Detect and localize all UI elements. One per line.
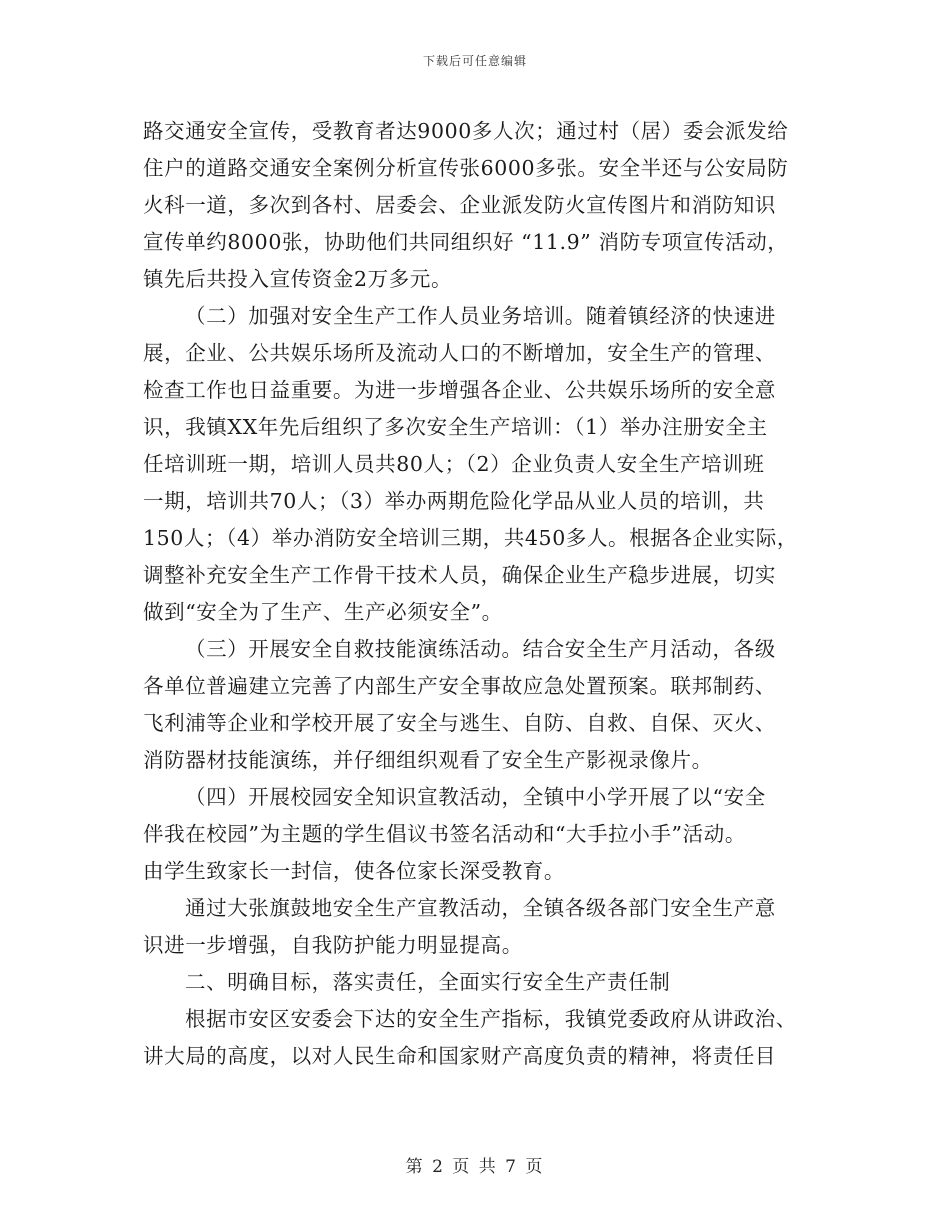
text-line: 识进一步增强，自我防护能力明显提高。: [143, 933, 523, 957]
text-line: 150人；（4）举办消防安全培训三期，共450多人。根据各企业实际，: [143, 526, 798, 550]
text-line: 调整补充安全生产工作骨干技术人员，确保企业生产稳步进展，切实: [143, 563, 776, 587]
text-line: （三）开展安全自救技能演练活动。结合安全生产月活动，各级: [185, 637, 776, 661]
text-line: 宣传单约8000张，协助他们共同组织好 “11.9” 消防专项宣传活动，: [143, 230, 789, 254]
text-line: 飞利浦等企业和学校开展了安全与逃生、自防、自救、自保、灭火、: [143, 711, 776, 735]
text-line: 消防器材技能演练，并仔细组织观看了安全生产影视录像片。: [143, 748, 713, 772]
text-line: 伴我在校园”为主题的学生倡议书签名活动和“大手拉小手”活动。: [143, 822, 746, 846]
text-line: （四）开展校园安全知识宣教活动，全镇中小学开展了以“安全: [185, 785, 766, 809]
page-footer: 第 2 页 共 7 页: [405, 1157, 545, 1177]
text-line: 讲大局的高度，以对人民生命和国家财产高度负责的精神，将责任目: [143, 1044, 776, 1068]
text-line: 展，企业、公共娱乐场所及流动人口的不断增加，安全生产的管理、: [143, 341, 776, 365]
text-line: （二）加强对安全生产工作人员业务培训。随着镇经济的快速进: [185, 304, 776, 328]
text-line: 路交通安全宣传，受教育者达9000多人次；通过村（居）委会派发给: [143, 119, 789, 143]
text-line: 镇先后共投入宣传资金2万多元。: [143, 267, 453, 291]
text-line: 一期，培训共70人；（3）举办两期危险化学品从业人员的培训，共: [143, 489, 765, 513]
text-line: 任培训班一期，培训人员共80人；（2）企业负责人安全生产培训班: [143, 452, 765, 476]
text-line: 做到“安全为了生产、生产必须安全”。: [143, 600, 503, 624]
text-line: 由学生致家长一封信，使各位家长深受教育。: [143, 859, 565, 883]
text-line: 通过大张旗鼓地安全生产宣教活动，全镇各级各部门安全生产意: [185, 896, 776, 920]
page-header: 下载后可任意编辑: [422, 54, 527, 68]
text-line: 各单位普遍建立完善了内部生产安全事故应急处置预案。联邦制药、: [143, 674, 776, 698]
text-line: 二、明确目标，落实责任，全面实行安全生产责任制: [185, 970, 671, 994]
text-line: 火科一道，多次到各村、居委会、企业派发防火宣传图片和消防知识: [143, 193, 776, 217]
text-line: 检查工作也日益重要。为进一步增强各企业、公共娱乐场所的安全意: [143, 378, 776, 402]
text-line: 根据市安区安委会下达的安全生产指标，我镇党委政府从讲政治、: [185, 1007, 797, 1031]
text-line: 识，我镇XX年先后组织了多次安全生产培训：（1）举办注册安全主: [143, 415, 768, 439]
body-text: [143, 113, 803, 1075]
text-line: 住户的道路交通安全案例分析宣传张6000多张。安全半还与公安局防: [143, 156, 789, 180]
